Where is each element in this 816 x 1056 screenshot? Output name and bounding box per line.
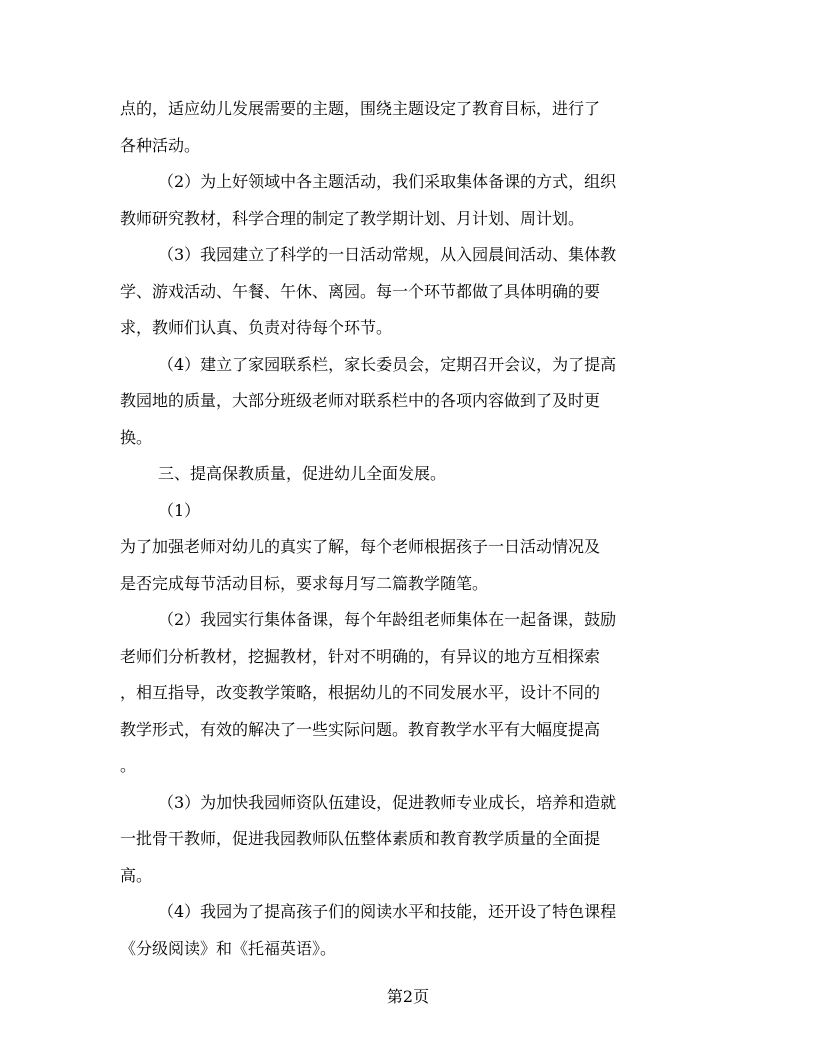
- text-line: 教园地的质量，大部分班级老师对联系栏中的各项内容做到了及时更: [120, 391, 601, 410]
- text-line: 为了加强老师对幼儿的真实了解，每个老师根据孩子一日活动情况及: [120, 537, 601, 556]
- text-line: （3）为加快我园师资队伍建设，促进教师专业成长，培养和造就: [158, 792, 617, 812]
- text-line: 是否完成每节活动目标，要求每月写二篇教学随笔。: [120, 573, 489, 593]
- text-line: 《分级阅读》和《托福英语》。: [120, 938, 337, 958]
- text-line: （1）: [158, 500, 201, 520]
- text-line: （3）我园建立了科学的一日活动常规，从入园晨间活动、集体教: [158, 245, 617, 264]
- text-line: 一批骨干教师，促进我园教师队伍整体素质和教育教学质量的全面提: [120, 829, 601, 848]
- text-line: 教学形式，有效的解决了一些实际问题。教育教学水平有大幅度提高: [120, 719, 601, 739]
- document-body: [120, 91, 700, 967]
- text-line: 。: [120, 756, 137, 775]
- text-line: 三、提高保教质量，促进幼儿全面发展。: [158, 464, 447, 483]
- page-number: 第2页: [386, 987, 430, 1006]
- text-line: 教师研究教材，科学合理的制定了教学期计划、月计划、周计划。: [120, 208, 585, 228]
- text-line: 点的，适应幼儿发展需要的主题，围绕主题设定了教育目标，进行了: [120, 99, 601, 118]
- text-line: ，相互指导，改变教学策略，根据幼儿的不同发展水平，设计不同的: [120, 683, 601, 702]
- text-line: （2）为上好领域中各主题活动，我们采取集体备课的方式，组织: [158, 172, 617, 191]
- text-line: 老师们分析教材，挖掘教材，针对不明确的，有异议的地方互相探索: [120, 646, 601, 666]
- text-line: 各种活动。: [120, 135, 201, 155]
- text-line: 学、游戏活动、午餐、午休、离园。每一个环节都做了具体明确的要: [120, 281, 601, 301]
- text-line: （4）建立了家园联系栏，家长委员会，定期召开会议，为了提高: [158, 354, 617, 374]
- text-line: 换。: [120, 427, 153, 447]
- text-line: （2）我园实行集体备课，每个年龄组老师集体在一起备课，鼓励: [158, 610, 617, 629]
- text-line: 高。: [120, 865, 153, 885]
- text-line: （4）我园为了提高孩子们的阅读水平和技能，还开设了特色课程: [158, 902, 617, 921]
- text-line: 求，教师们认真、负责对待每个环节。: [120, 318, 393, 337]
